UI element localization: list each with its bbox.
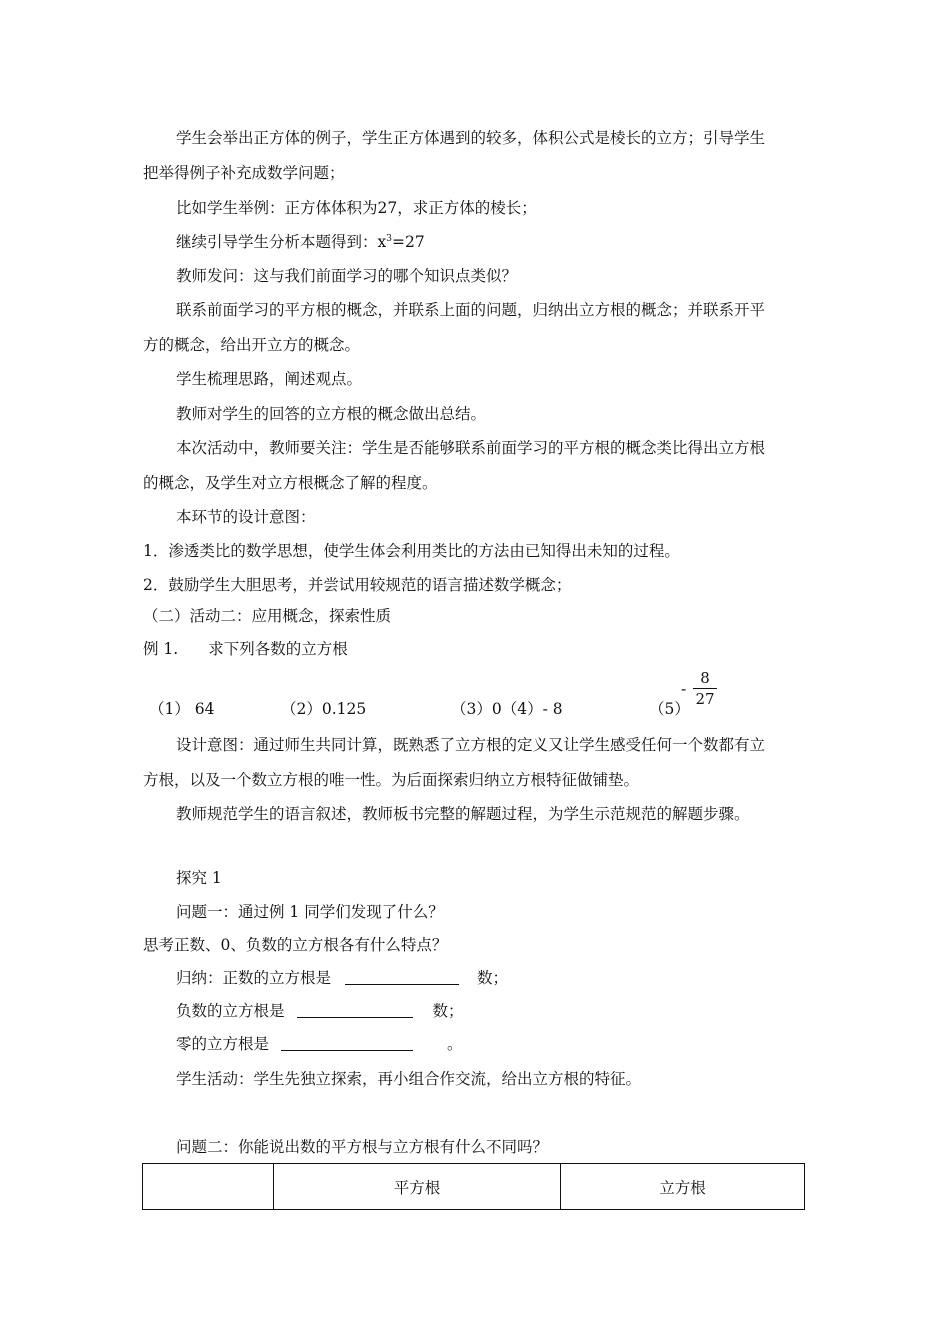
fraction-minus-sign: - xyxy=(681,680,687,698)
fill-in-suffix: 数； xyxy=(477,969,509,987)
example-item-5-label: （5） xyxy=(649,700,690,718)
paragraph-line: 学生会举出正方体的例子，学生正方体遇到的较多，体积公式是棱长的立方；引导学生 xyxy=(176,129,766,147)
table-header-cell: 平方根 xyxy=(274,1164,561,1210)
paragraph-line: 教师发问：这与我们前面学习的哪个知识点类似？ xyxy=(176,267,518,285)
section-heading: （二）活动二：应用概念，探索性质 xyxy=(143,607,392,625)
paragraph-line xyxy=(176,232,425,252)
fill-in-suffix: 数； xyxy=(432,1002,464,1020)
comparison-table xyxy=(142,1163,805,1210)
paragraph-line: 学生梳理思路，阐述观点。 xyxy=(176,370,363,388)
example-item-3-4: （3）0（4）- 8 xyxy=(451,700,563,718)
paragraph-line: 本环节的设计意图： xyxy=(176,508,316,526)
question-line: 问题一：通过例 1 同学们发现了什么？ xyxy=(176,903,444,921)
paragraph-line: 设计意图：通过师生共同计算，既熟悉了立方根的定义又让学生感受任何一个数都有立 xyxy=(176,736,766,754)
fill-in-line xyxy=(176,1034,463,1054)
paragraph-line: 比如学生举例：正方体体积为27，求正方体的棱长； xyxy=(176,199,537,217)
fraction xyxy=(693,669,717,708)
table-header-row xyxy=(143,1164,805,1210)
table-header-cell xyxy=(143,1164,274,1210)
list-item: 2．鼓励学生大胆思考，并尝试用较规范的语言描述数学概念； xyxy=(143,576,572,594)
paragraph-line: 本次活动中，教师要关注：学生是否能够联系前面学习的平方根的概念类比得出立方根 xyxy=(176,439,766,457)
table-header-cell: 立方根 xyxy=(561,1164,805,1210)
paragraph-line: 把举得例子补充成数学问题； xyxy=(143,164,345,182)
example-item-2: （2）0.125 xyxy=(281,700,367,718)
exponent: 3 xyxy=(386,234,392,244)
subsection-heading: 探究 1 xyxy=(176,869,222,887)
paragraph-line: 思考正数、0、负数的立方根各有什么特点？ xyxy=(143,936,448,954)
equation-prefix: 继续引导学生分析本题得到：x xyxy=(176,233,387,251)
paragraph-line: 方根，以及一个数立方根的唯一性。为后面探索归纳立方根特征做铺垫。 xyxy=(143,771,640,789)
example-item-1: （1） 64 xyxy=(149,700,215,718)
answer-blank[interactable] xyxy=(281,1034,413,1051)
paragraph-line: 方的概念，给出开立方的概念。 xyxy=(143,336,361,354)
paragraph-line: 的概念，及学生对立方根概念了解的程度。 xyxy=(143,474,438,492)
example-heading xyxy=(143,639,348,659)
equation-suffix: =27 xyxy=(391,233,425,251)
fraction-bar xyxy=(693,688,717,689)
fill-in-suffix: 。 xyxy=(447,1035,463,1053)
answer-blank[interactable] xyxy=(297,1001,413,1018)
fill-in-prefix: 负数的立方根是 xyxy=(176,1002,285,1020)
fraction-denominator: 27 xyxy=(695,690,715,708)
paragraph-line: 教师对学生的回答的立方根的概念做出总结。 xyxy=(176,405,487,423)
paragraph-line: 教师规范学生的语言叙述，教师板书完整的解题过程，为学生示范规范的解题步骤。 xyxy=(176,805,750,823)
paragraph-line: 学生活动：学生先独立探索，再小组合作交流，给出立方根的特征。 xyxy=(176,1070,642,1088)
fraction-numerator: 8 xyxy=(700,669,710,687)
paragraph-line: 联系前面学习的平方根的概念，并联系上面的问题，归纳出立方根的概念；并联系开平 xyxy=(176,301,766,319)
fill-in-prefix: 归纳：正数的立方根是 xyxy=(176,969,332,987)
fill-in-prefix: 零的立方根是 xyxy=(176,1035,270,1053)
example-text: 求下列各数的立方根 xyxy=(208,640,348,658)
example-label: 例 1. xyxy=(143,640,179,658)
list-item: 1．渗透类比的数学思想，使学生体会利用类比的方法由已知得出未知的过程。 xyxy=(143,542,680,560)
fill-in-line xyxy=(176,968,508,988)
fill-in-line xyxy=(176,1001,464,1021)
answer-blank[interactable] xyxy=(345,968,459,985)
question-line: 问题二：你能说出数的平方根与立方根有什么不同吗？ xyxy=(176,1138,549,1156)
